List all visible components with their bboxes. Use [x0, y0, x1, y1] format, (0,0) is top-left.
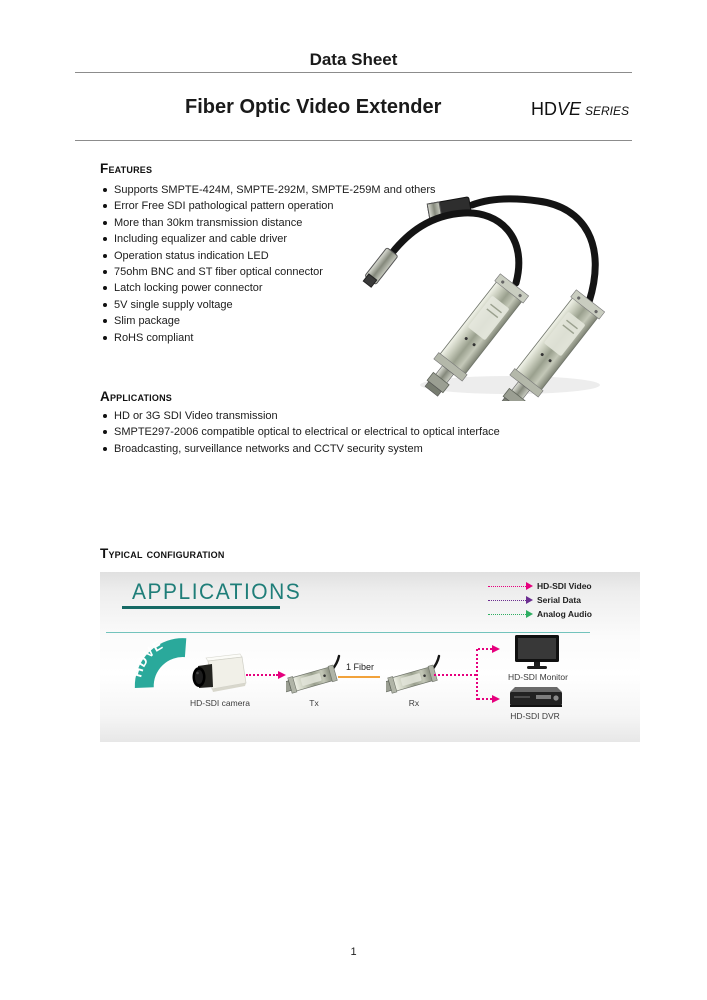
camera-label: HD-SDI camera — [190, 698, 250, 708]
applications-list — [100, 408, 620, 457]
diagram-title-underline — [122, 606, 280, 609]
ribbon-label: HDVE — [129, 637, 166, 679]
application-item: HD or 3G SDI Video transmission — [100, 408, 620, 424]
monitor-label: HD-SDI Monitor — [508, 672, 568, 682]
feature-item: 5V single supply voltage — [100, 297, 450, 313]
series-ve: VE — [556, 99, 581, 119]
fiber-connector-icon — [362, 248, 398, 289]
hdve-ribbon — [122, 626, 196, 696]
legend-item — [488, 593, 592, 607]
doc-type-title: Data Sheet — [309, 50, 398, 69]
legend-line — [488, 600, 526, 601]
branch-vertical-line — [476, 649, 478, 700]
typical-configuration-heading: Typical configuration — [100, 546, 225, 561]
series-hd: HD — [530, 99, 557, 119]
arrow-icon — [492, 695, 500, 703]
arrow-icon — [526, 582, 533, 590]
tx-device-icon — [286, 652, 342, 696]
page-number: 1 — [350, 946, 357, 958]
application-item: SMPTE297-2006 compatible optical to electrical or electrical to optical interface — [100, 424, 620, 440]
dvr-icon — [506, 685, 564, 709]
diagram-title: APPLICATIONS — [132, 580, 302, 605]
arrow-icon — [526, 596, 533, 604]
monitor-icon — [514, 634, 560, 672]
branch-line-monitor — [478, 648, 492, 650]
feature-item: 75ohm BNC and ST fiber optical connector — [100, 264, 450, 280]
arrow-icon — [278, 671, 286, 679]
header-rule-bottom — [75, 140, 632, 141]
legend-line — [488, 614, 526, 615]
legend-line — [488, 586, 526, 587]
series-label — [519, 99, 629, 120]
feature-item: Slim package — [100, 313, 450, 329]
arrow-icon — [492, 645, 500, 653]
product-title: Fiber Optic Video Extender — [185, 96, 442, 118]
configuration-diagram — [100, 572, 640, 742]
arrow-icon — [526, 610, 533, 618]
dvr-label: HD-SDI DVR — [510, 711, 560, 721]
diagram-legend — [488, 579, 592, 621]
product-photo — [360, 183, 640, 401]
feature-item: RoHS compliant — [100, 330, 450, 346]
applications-heading: Applications — [100, 389, 172, 404]
application-item: Broadcasting, surveillance networks and CCTV security system — [100, 441, 620, 457]
feature-item: Supports SMPTE-424M, SMPTE-292M, SMPTE-259M and others — [100, 182, 450, 198]
branch-line-dvr — [478, 698, 492, 700]
fiber-line — [338, 676, 380, 678]
header-rule-top — [75, 72, 632, 73]
feature-item: Operation status indication LED — [100, 248, 450, 264]
tx-label: Tx — [309, 698, 319, 708]
legend-label: Serial Data — [537, 595, 581, 605]
rx-label: Rx — [408, 698, 420, 708]
features-heading: Features — [100, 161, 153, 176]
feature-item: More than 30km transmission distance — [100, 215, 450, 231]
feature-item: Error Free SDI pathological pattern operation — [100, 198, 450, 214]
flow-line-camera-tx — [246, 674, 278, 676]
feature-item: Latch locking power connector — [100, 280, 450, 296]
flow-line-rx-branch — [434, 674, 476, 676]
series-word: SERIES — [584, 104, 629, 118]
legend-label: Analog Audio — [537, 609, 592, 619]
feature-item: Including equalizer and cable driver — [100, 231, 450, 247]
legend-item — [488, 579, 592, 593]
fiber-label: 1 Fiber — [345, 662, 374, 672]
legend-item — [488, 607, 592, 621]
camera-icon — [188, 652, 250, 694]
legend-label: HD-SDI Video — [537, 581, 592, 591]
